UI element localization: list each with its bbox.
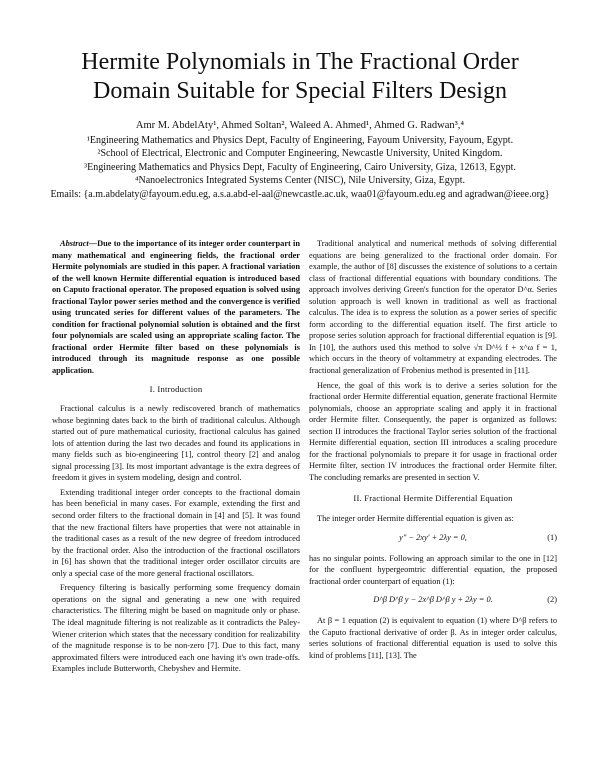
equation-1 — [309, 532, 557, 546]
section2-paragraph-2: has no singular points. Following an approach similar to the one in [12] for the confluent hypergeomtric differential equation, the proposed fractional order counterpart of equation (1): — [309, 553, 557, 586]
abstract-label: Abstract — [60, 239, 89, 248]
intro-paragraph-3: Frequency filtering is basically performing some frequency domain operations on the signal and generating a new one with required characteristics. The filtering might be based on magnitude only or phase. The ideal magnitude filtering is not realizable as it contradicts the Paley-Wiener criterion which states that the necessary condition for realizability of the magnitude response is to be non-zero [7]. Due to this fact, many approximated filters were introduced each one having it's own trade-offs. Examples include Butterworth, Chebyshev and Hermite. — [52, 583, 300, 674]
affiliation-3: ³Engineering Mathematics and Physics Dept, Faculty of Engineering, Cairo University, Giza, 12613, Egypt. — [84, 161, 516, 173]
section-heading-introduction: I. Introduction — [149, 383, 203, 394]
affiliation-1: ¹Engineering Mathematics and Physics Dept, Faculty of Engineering, Fayoum University, Fayoum, Egypt. — [86, 134, 514, 146]
left-column — [52, 238, 300, 678]
equation-1-number: (1) — [547, 532, 557, 542]
affiliation-4: ⁴Nanoelectronics Integrated Systems Center (NISC), Nile University, Giza, Egypt. — [135, 175, 465, 186]
affiliation-2: ²School of Electrical, Electronic and Computer Engineering, Newcastle University, United Kingdom. — [97, 148, 503, 159]
author-block — [30, 119, 570, 201]
right-column — [309, 238, 557, 664]
intro-paragraph-2: Extending traditional integer order concepts to the fractional domain has been beneficial in many cases. For example, extending the first and second order filters to the fractional domain in [4] and [5]. It was found that the new fractional filters have properties that were not attainable in the traditional cases as a result of the new degree of freedom introduced by the fractional order. Also the introduction of the fractional oscillators in [6] has shown that the traditional integer order oscillator circuits are only a special case of the more general fractional oscillators. — [52, 487, 300, 578]
author-names: Amr M. AbdelAty¹, Ahmed Soltan², Waleed A. Ahmed¹, Ahmed G. Radwan³,⁴ — [135, 120, 465, 131]
section2-paragraph-1: The integer order Hermite differential equation is given as: — [317, 514, 514, 524]
equation-2-number: (2) — [547, 595, 557, 605]
equation-2 — [309, 594, 557, 608]
paper-title — [40, 48, 560, 106]
abstract-body: —Due to the importance of its integer order counterpart in many mathematical and engineering fields, the fractional order Hermite polynomials are studied in this paper. A fractional variation of the well known Hermite differential equation is introduced based on Caputo fractional operator. The proposed equation is solved using fractional Taylor power series method and the convergence is verified using truncated series for different values of the parameters. The condition for fractional polynomial solution is obtained and the first four polynomials are scaled using an appropriate scaling factor. The fractional order Hermite filter based on these polynomials is introduced through its magnitude response as one possible application. — [52, 239, 300, 376]
title-line-1: Hermite Polynomials in The Fractional Order — [81, 49, 519, 75]
abstract — [52, 238, 300, 377]
intro-paragraph-4: Traditional analytical and numerical methods of solving differential equations are being generalized to the fractional order domain. For example, the author of [8] discusses the existence of solutions to a certain class of fractional differential equations with boundary conditions. The approach involves deriving Green's function for the operator D^α. Series solution approach is well known in traditional as well as fractional calculus. The idea is to express the solution as a power series of specific form according to the differential equation itself. The first article to propose series solution approach for fractional differential equation is [9]. In [10], the authors used this method to solve √π D^½ f + x^ω f = 1, which occurs in the theory of voltammetry at expanding electrodes. The fractional generalization of Frobenius method is presented in [11]. — [309, 239, 557, 376]
equation-1-body: y″ − 2xy′ + 2λy = 0, — [399, 532, 467, 542]
equation-2-body: D^β D^β y − 2x^β D^β y + 2λy = 0. — [373, 595, 493, 605]
intro-paragraph-5: Hence, the goal of this work is to derive a series solution for the fractional order Hermite differential equation, generate fractional Hermite polynomials, choose an appropriate scaling and apply it in fractional order Hermite filter. Consequently, the paper is organized as follows: section II introduces the fractional Taylor series solution of the fractional Hermite differential equation, section III introduces a scaling procedure for the fractional polynomials to prepare it for usage in fractional order Hermite filter, section IV introduces the fractional order Hermite filter. The concluding remarks are presented in section V. — [309, 380, 557, 482]
section2-paragraph-3: At β = 1 equation (2) is equivalent to equation (1) where D^β refers to the Caputo fractional derivative of order β. As in integer order calculus, series solutions of fractional differential equation is used to solve this kind of problems [11], [13]. The — [309, 616, 557, 660]
intro-paragraph-1: Fractional calculus is a newly rediscovered branch of mathematics whose beginning dates back to the birth of traditional calculus. Although started out of pure mathematical curiosity, fractional calculus has gained lots of attention during the last two decades and found its applications in many fields such as bio-engineering [1], control theory [2] and analog signal processing [3]. Its most important advantage is the extra degrees of freedom it gives in system modeling, design and control. — [52, 404, 300, 483]
author-emails: Emails: {a.m.abdelaty@fayoum.edu.eg, a.s.a.abd-el-aal@newcastle.ac.uk, waa01@fayoum.edu.eg and agradwan@ieee.org} — [50, 188, 550, 200]
section-heading-fractional-hermite: II. Fractional Hermite Differential Equation — [353, 493, 513, 504]
title-line-2: Domain Suitable for Special Filters Design — [93, 78, 507, 104]
